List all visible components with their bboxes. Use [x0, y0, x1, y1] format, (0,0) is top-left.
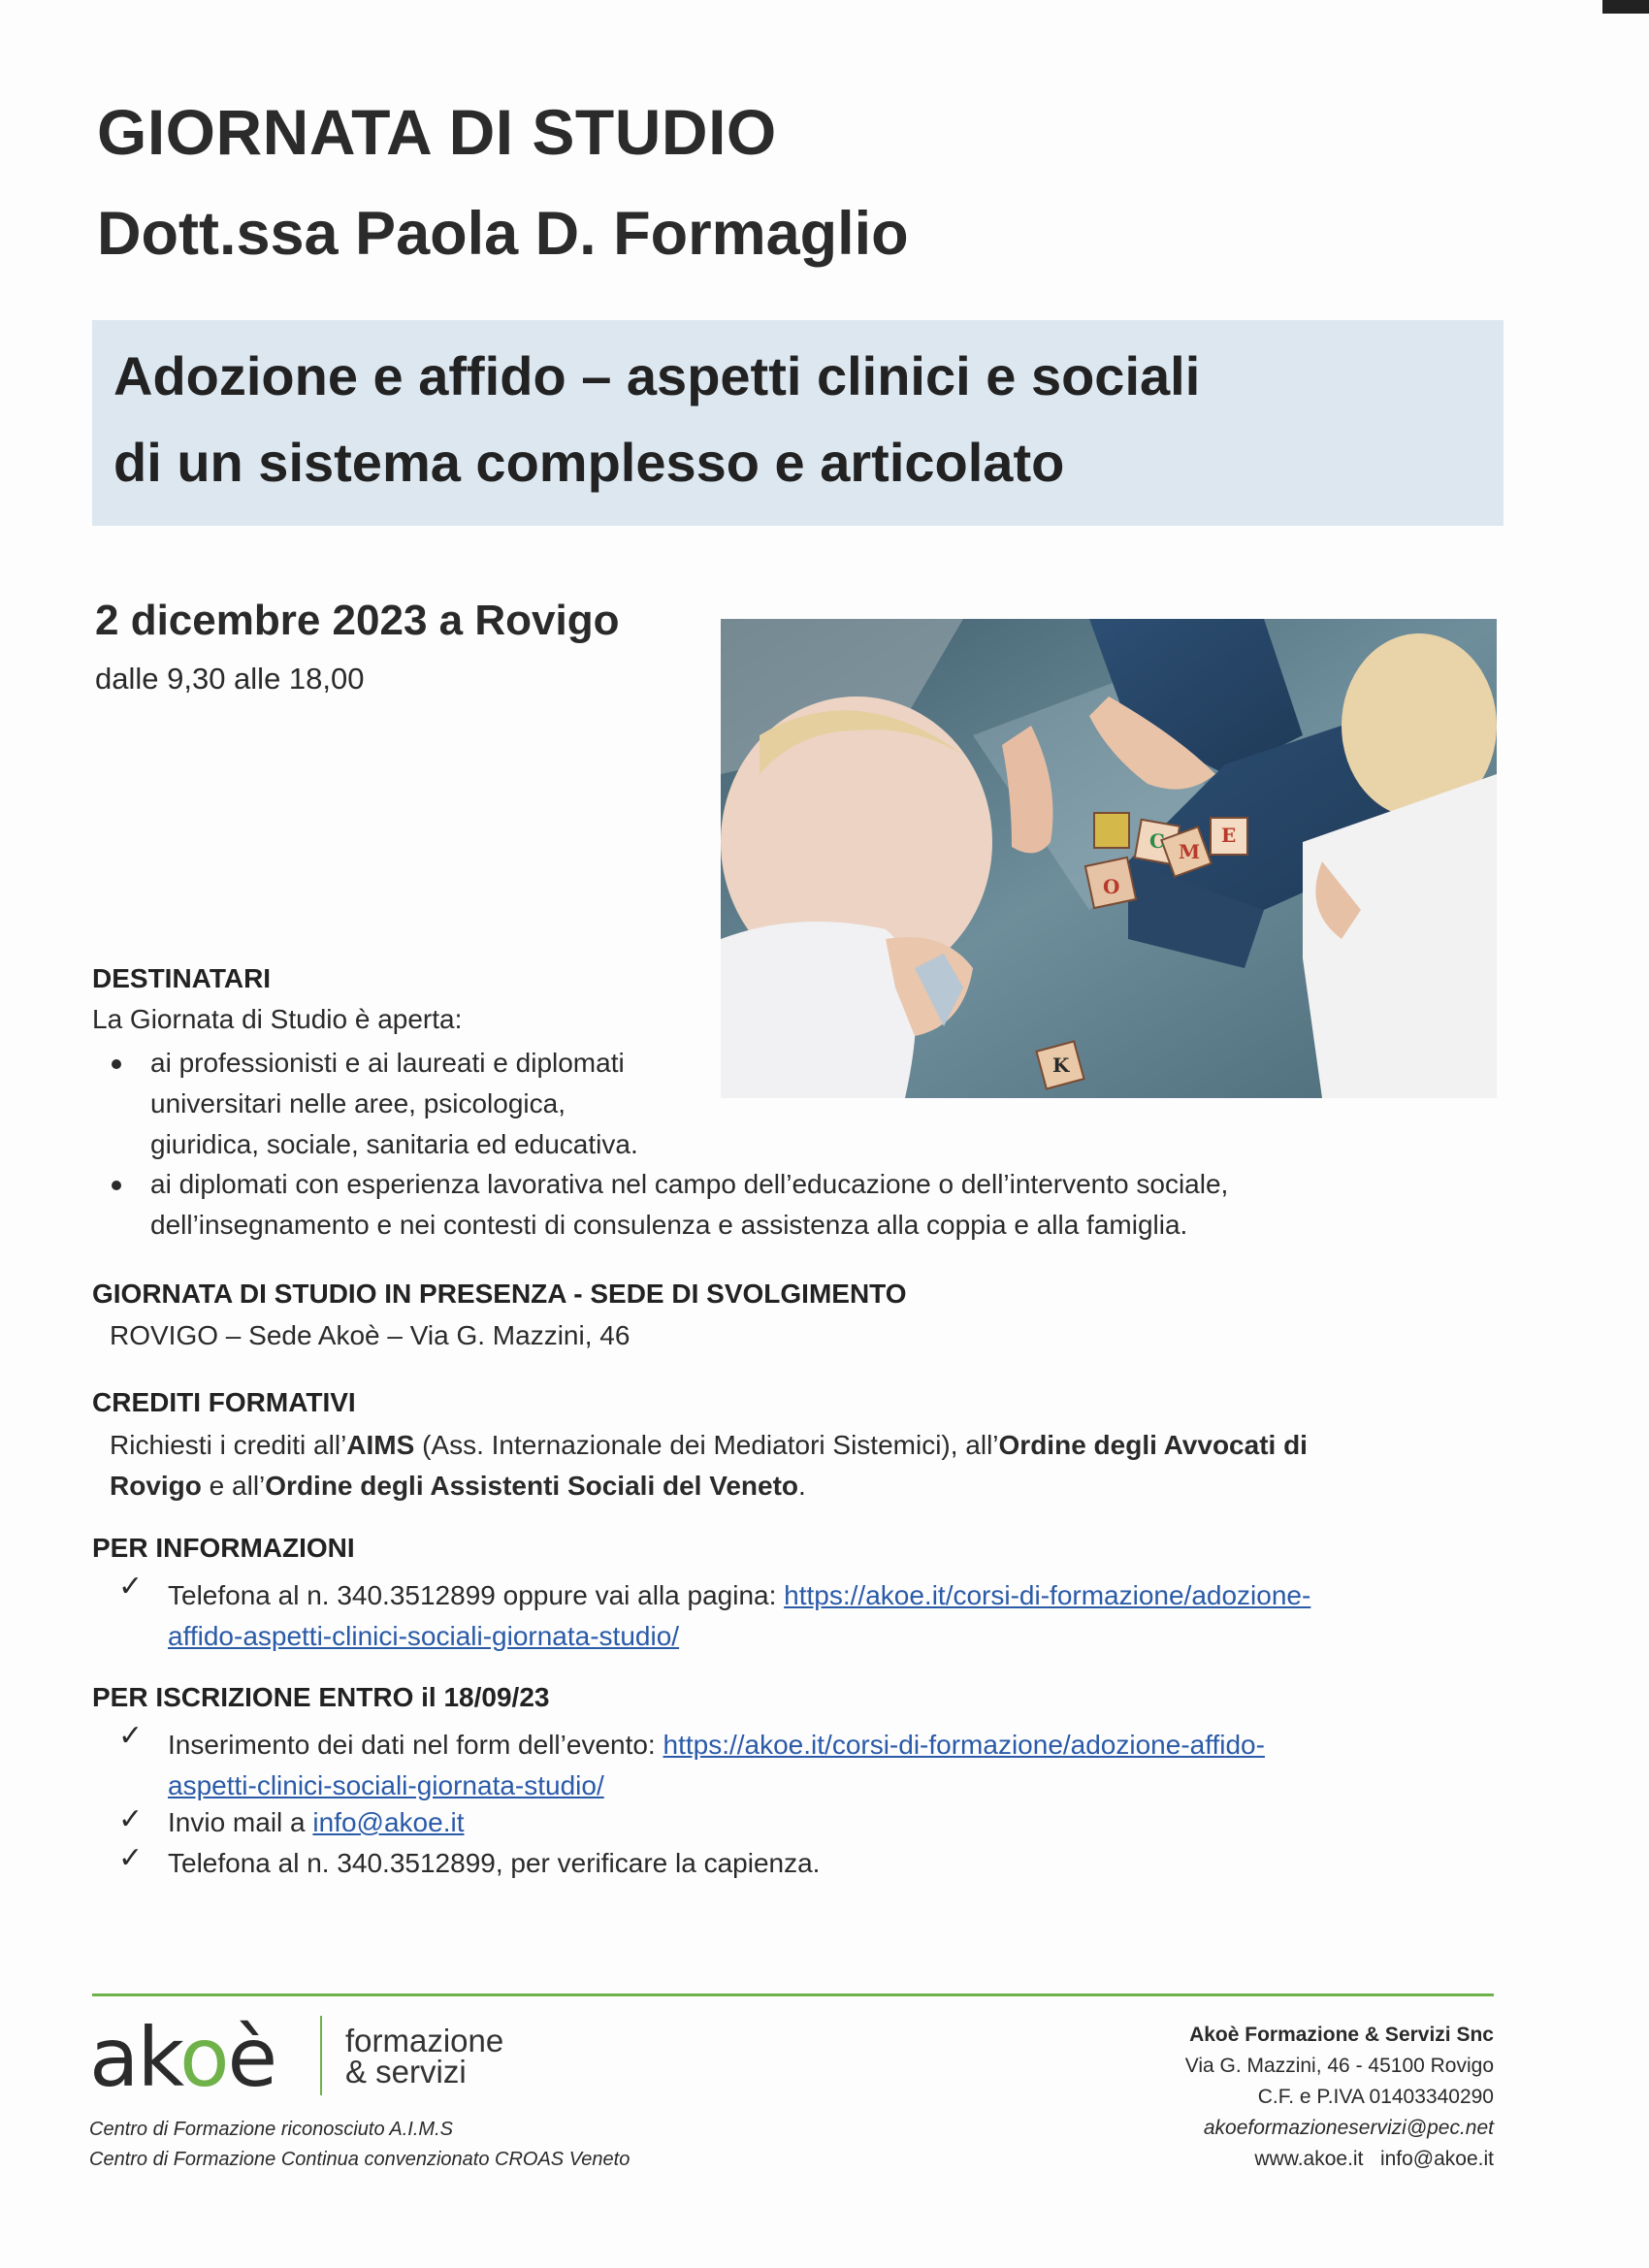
sede-text: ROVIGO – Sede Akoè – Via G. Mazzini, 46 [110, 1320, 630, 1350]
crediti-aims: AIMS [346, 1430, 415, 1460]
iscrizione-item-2 [168, 1802, 464, 1843]
informazioni-line-1 [168, 1575, 1526, 1616]
footer-accreditation-line: Centro di Formazione riconosciuto A.I.M.S [89, 2119, 453, 2140]
iscrizione-item-3: Telefona al n. 340.3512899, per verificare la capienza. [168, 1848, 821, 1878]
check-icon: ✓ [118, 1842, 144, 1874]
iscrizione-form-text: Inserimento dei dati nel form dell’evento: [168, 1730, 663, 1760]
subject-line-1: Adozione e affido – aspetti clinici e sociali [113, 345, 1201, 406]
informazioni-text [168, 1575, 1526, 1657]
iscrizione-heading: PER ISCRIZIONE ENTRO il 18/09/23 [92, 1682, 550, 1712]
crediti-text-part: (Ass. Internazionale dei Mediatori Sistemici), all’ [414, 1430, 999, 1460]
footer-company-name: Akoè Formazione & Servizi Snc [1189, 2024, 1494, 2046]
logo-tagline [345, 2025, 503, 2088]
logo-part: è [227, 2010, 276, 2105]
photo-illustration [721, 619, 1497, 1098]
iscrizione-item-1-line [168, 1766, 1526, 1806]
informazioni-link[interactable]: affido-aspetti-clinici-sociali-giornata-studio/ [168, 1621, 680, 1651]
logo-tagline-line: formazione [345, 2023, 504, 2058]
destinatari-item-1-line: universitari nelle aree, psicologica, [150, 1088, 566, 1118]
logo-part: ak [89, 2010, 180, 2105]
check-icon: ✓ [118, 1571, 144, 1603]
crediti-ordine-assistenti: Ordine degli Assistenti Sociali del Veneto [265, 1471, 799, 1501]
svg-text:M: M [1179, 840, 1201, 863]
crediti-text-part: . [798, 1471, 806, 1501]
destinatari-heading: DESTINATARI [92, 963, 272, 993]
footer-accreditation-line: Centro di Formazione Continua convenzionato CROAS Veneto [89, 2149, 630, 2170]
informazioni-link[interactable]: https://akoe.it/corsi-di-formazione/adozione- [784, 1580, 1311, 1610]
svg-text:E: E [1221, 824, 1237, 847]
speaker-name: Dott.ssa Paola D. Formaglio [97, 200, 909, 268]
footer-contacts [1185, 2144, 1494, 2175]
iscrizione-item-1 [168, 1725, 1526, 1806]
bullet-dot-1 [112, 1059, 121, 1069]
informazioni-line-2 [168, 1616, 1526, 1657]
iscrizione-form-link[interactable]: https://akoe.it/corsi-di-formazione/adozione-affido- [663, 1730, 1265, 1760]
subject-box [92, 320, 1504, 526]
footer-accreditations [89, 2115, 630, 2175]
crediti-text [110, 1425, 1506, 1507]
footer-pec: akoeformazioneservizi@pec.net [1203, 2117, 1494, 2139]
iscrizione-mail-text: Invio mail a [168, 1807, 313, 1837]
footer-divider [92, 1993, 1494, 1996]
bullet-dot-2 [112, 1181, 121, 1190]
iscrizione-item-1-line [168, 1725, 1526, 1766]
sede-heading: GIORNATA DI STUDIO IN PRESENZA - SEDE DI SVOLGIMENTO [92, 1279, 907, 1309]
footer-email[interactable]: info@akoe.it [1379, 2148, 1494, 2170]
svg-text:C: C [1149, 829, 1165, 853]
logo-divider [320, 2016, 322, 2095]
event-hours: dalle 9,30 alle 18,00 [95, 662, 365, 696]
destinatari-intro: La Giornata di Studio è aperta: [92, 1004, 463, 1034]
check-icon: ✓ [118, 1803, 144, 1835]
logo-tagline-line: & servizi [345, 2054, 467, 2090]
destinatari-item-1-line: ai professionisti e ai laureati e diplomati [150, 1048, 625, 1078]
svg-text:O: O [1103, 875, 1120, 898]
footer-website[interactable]: www.akoe.it [1254, 2148, 1364, 2170]
footer-company-info [1185, 2020, 1494, 2175]
crediti-line-2 [110, 1466, 1506, 1507]
crediti-heading: CREDITI FORMATIVI [92, 1387, 356, 1417]
crediti-text-part: Richiesti i crediti all’ [110, 1430, 347, 1460]
crediti-text-part: e all’ [201, 1471, 266, 1501]
informazioni-heading: PER INFORMAZIONI [92, 1533, 355, 1563]
crediti-ordine-avvocati: Ordine degli Avvocati di [998, 1430, 1308, 1460]
logo-wordmark [89, 2010, 275, 2105]
destinatari-item-1 [150, 1043, 638, 1165]
logo-part: o [179, 2010, 228, 2105]
informazioni-phone-text: Telefona al n. 340.3512899 oppure vai alla pagina: [168, 1580, 785, 1610]
crediti-rovigo: Rovigo [110, 1471, 202, 1501]
children-playing-blocks-photo [721, 619, 1497, 1098]
iscrizione-mail-link[interactable]: info@akoe.it [312, 1807, 465, 1837]
event-date: 2 dicembre 2023 a Rovigo [95, 597, 620, 644]
crediti-line-1 [110, 1425, 1506, 1466]
page-title: GIORNATA DI STUDIO [97, 96, 777, 168]
footer-address: Via G. Mazzini, 46 - 45100 Rovigo [1184, 2055, 1494, 2077]
scan-corner-mark [1602, 0, 1649, 14]
destinatari-item-1-line: giuridica, sociale, sanitaria ed educativa. [150, 1129, 638, 1159]
iscrizione-form-link[interactable]: aspetti-clinici-sociali-giornata-studio/ [168, 1770, 604, 1800]
check-icon: ✓ [118, 1720, 144, 1752]
svg-text:K: K [1052, 1053, 1070, 1077]
footer-vat: C.F. e P.IVA 01403340290 [1257, 2086, 1494, 2108]
destinatari-item-2-line: dell’insegnamento e nei contesti di consulenza e assistenza alla coppia e alla famiglia. [150, 1210, 1188, 1240]
subject-line-2: di un sistema complesso e articolato [113, 432, 1065, 493]
destinatari-item-2-line: ai diplomati con esperienza lavorativa nel campo dell’educazione o dell’intervento sociale, [150, 1169, 1229, 1199]
destinatari-item-2 [150, 1164, 1228, 1246]
